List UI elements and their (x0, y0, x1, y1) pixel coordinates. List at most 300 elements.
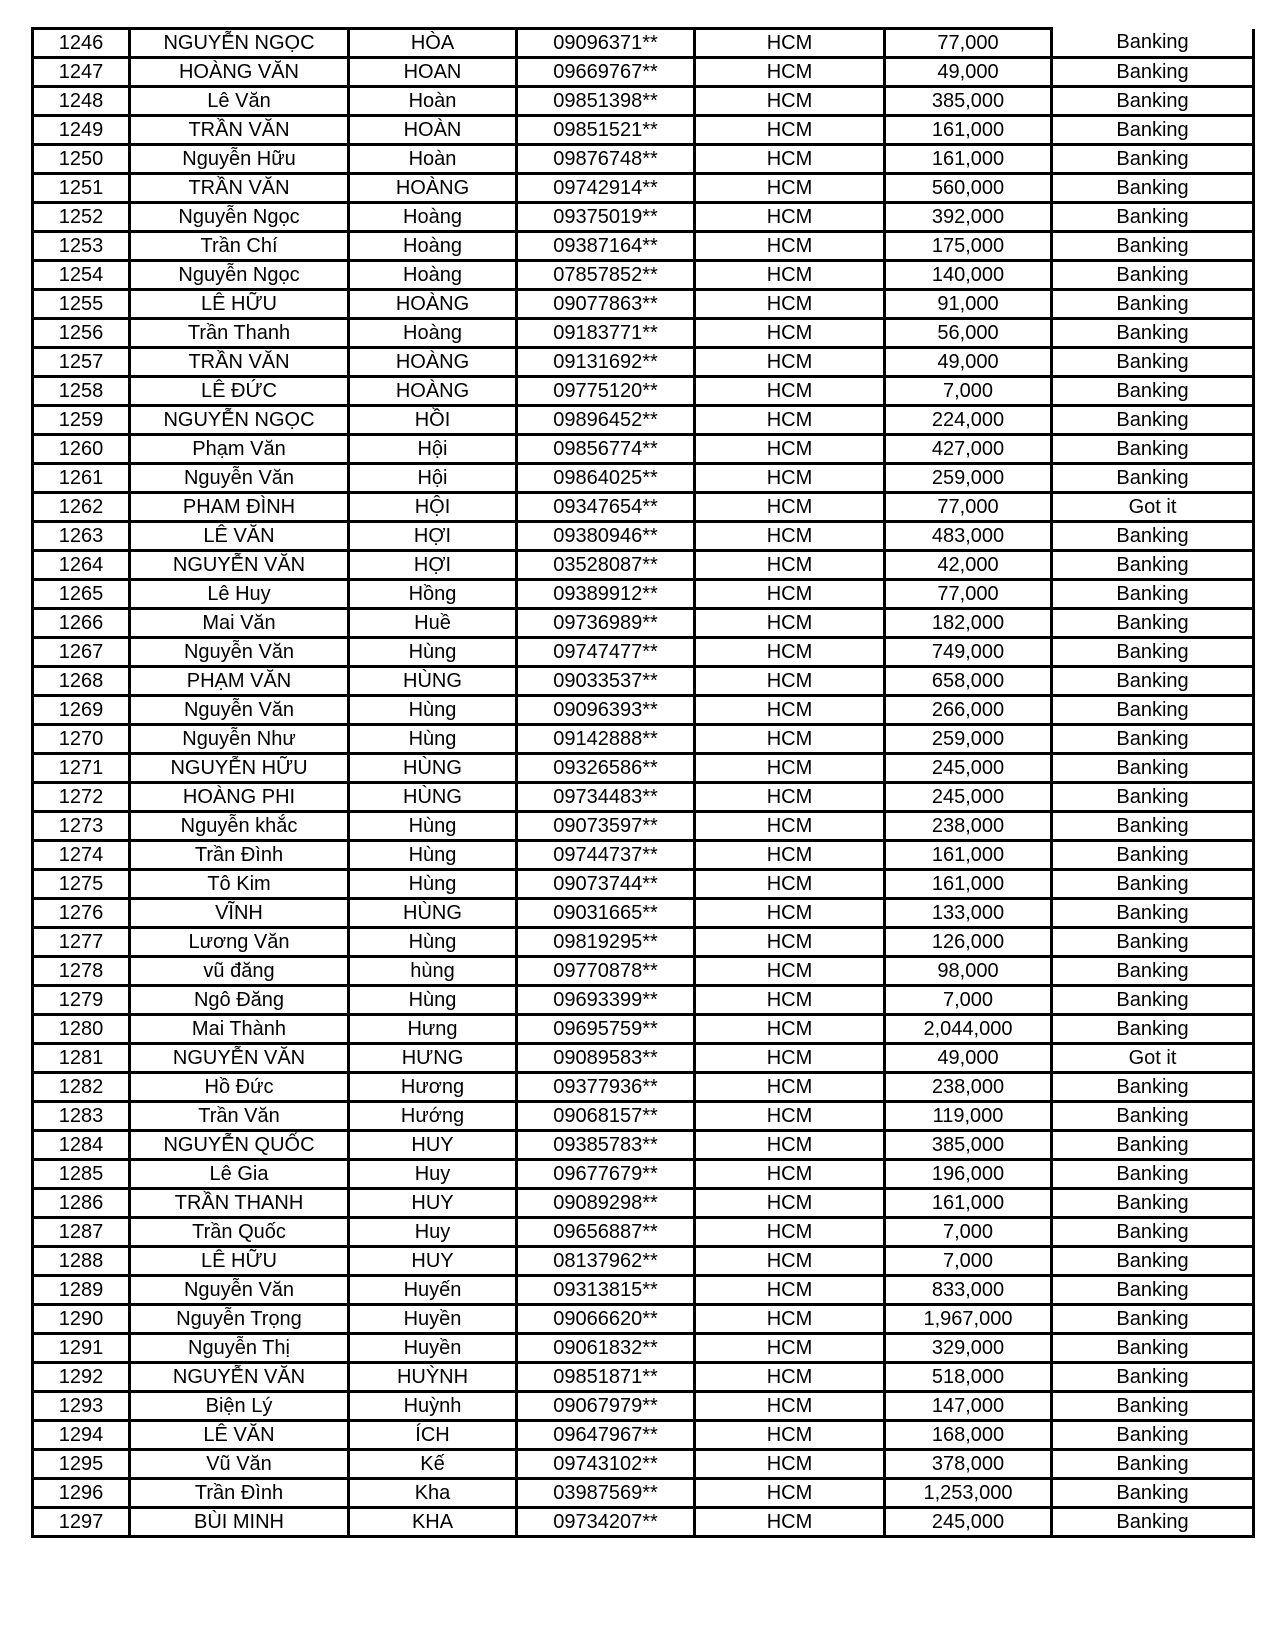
phone-cell: 09031665** (517, 899, 695, 928)
amount-cell: 749,000 (885, 638, 1052, 667)
row-number-cell: 1290 (33, 1305, 130, 1334)
first-name-cell: Trần Quốc (130, 1218, 349, 1247)
status-cell: Banking (1052, 1479, 1254, 1508)
row-number-cell: 1265 (33, 580, 130, 609)
table-row (33, 696, 1254, 725)
city-cell: HCM (695, 841, 885, 870)
last-name-cell: HÙNG (349, 783, 517, 812)
city-cell: HCM (695, 1363, 885, 1392)
city-cell: HCM (695, 261, 885, 290)
first-name-cell: Tô Kim (130, 870, 349, 899)
first-name-cell: NGUYỄN VĂN (130, 1363, 349, 1392)
amount-cell: 161,000 (885, 116, 1052, 145)
table-row (33, 783, 1254, 812)
table-row (33, 1421, 1254, 1450)
amount-cell: 126,000 (885, 928, 1052, 957)
last-name-cell: HUY (349, 1247, 517, 1276)
row-number-cell: 1252 (33, 203, 130, 232)
status-cell: Banking (1052, 464, 1254, 493)
first-name-cell: NGUYỄN HỮU (130, 754, 349, 783)
last-name-cell: Hùng (349, 812, 517, 841)
row-number-cell: 1294 (33, 1421, 130, 1450)
first-name-cell: TRẦN VĂN (130, 348, 349, 377)
amount-cell: 7,000 (885, 1218, 1052, 1247)
row-number-cell: 1247 (33, 58, 130, 87)
last-name-cell: Hoàn (349, 145, 517, 174)
amount-cell: 49,000 (885, 58, 1052, 87)
city-cell: HCM (695, 1102, 885, 1131)
city-cell: HCM (695, 29, 885, 58)
phone-cell: 09068157** (517, 1102, 695, 1131)
status-cell: Banking (1052, 1421, 1254, 1450)
phone-cell: 09693399** (517, 986, 695, 1015)
status-cell: Banking (1052, 1276, 1254, 1305)
city-cell: HCM (695, 406, 885, 435)
amount-cell: 147,000 (885, 1392, 1052, 1421)
table-row (33, 203, 1254, 232)
table-row (33, 1508, 1254, 1537)
city-cell: HCM (695, 1450, 885, 1479)
status-cell: Banking (1052, 406, 1254, 435)
amount-cell: 259,000 (885, 464, 1052, 493)
table-row (33, 116, 1254, 145)
last-name-cell: Hội (349, 464, 517, 493)
row-number-cell: 1251 (33, 174, 130, 203)
row-number-cell: 1261 (33, 464, 130, 493)
row-number-cell: 1266 (33, 609, 130, 638)
city-cell: HCM (695, 957, 885, 986)
last-name-cell: Hương (349, 1073, 517, 1102)
row-number-cell: 1246 (33, 29, 130, 58)
row-number-cell: 1263 (33, 522, 130, 551)
city-cell: HCM (695, 1421, 885, 1450)
city-cell: HCM (695, 319, 885, 348)
city-cell: HCM (695, 1334, 885, 1363)
row-number-cell: 1287 (33, 1218, 130, 1247)
status-cell: Banking (1052, 203, 1254, 232)
table-row (33, 667, 1254, 696)
status-cell: Banking (1052, 609, 1254, 638)
city-cell: HCM (695, 145, 885, 174)
phone-cell: 07857852** (517, 261, 695, 290)
first-name-cell: PHAM ĐÌNH (130, 493, 349, 522)
table-row (33, 261, 1254, 290)
phone-cell: 09067979** (517, 1392, 695, 1421)
table-row (33, 1044, 1254, 1073)
phone-cell: 09313815** (517, 1276, 695, 1305)
phone-cell: 09656887** (517, 1218, 695, 1247)
status-cell: Banking (1052, 1247, 1254, 1276)
first-name-cell: Mai Thành (130, 1015, 349, 1044)
last-name-cell: HOÀNG (349, 174, 517, 203)
amount-cell: 91,000 (885, 290, 1052, 319)
first-name-cell: LÊ VĂN (130, 522, 349, 551)
last-name-cell: Hùng (349, 986, 517, 1015)
first-name-cell: Lê Gia (130, 1160, 349, 1189)
city-cell: HCM (695, 870, 885, 899)
status-cell: Banking (1052, 928, 1254, 957)
status-cell: Banking (1052, 377, 1254, 406)
city-cell: HCM (695, 377, 885, 406)
table-row (33, 1102, 1254, 1131)
status-cell: Banking (1052, 986, 1254, 1015)
row-number-cell: 1280 (33, 1015, 130, 1044)
first-name-cell: Trần Thanh (130, 319, 349, 348)
first-name-cell: Nguyễn Văn (130, 638, 349, 667)
amount-cell: 238,000 (885, 1073, 1052, 1102)
first-name-cell: TRẦN VĂN (130, 116, 349, 145)
table-row (33, 725, 1254, 754)
phone-cell: 09380946** (517, 522, 695, 551)
amount-cell: 378,000 (885, 1450, 1052, 1479)
city-cell: HCM (695, 667, 885, 696)
table-row (33, 986, 1254, 1015)
amount-cell: 49,000 (885, 348, 1052, 377)
phone-cell: 09742914** (517, 174, 695, 203)
phone-cell: 09089583** (517, 1044, 695, 1073)
status-cell: Banking (1052, 87, 1254, 116)
table-row (33, 174, 1254, 203)
phone-cell: 09183771** (517, 319, 695, 348)
phone-cell: 09377936** (517, 1073, 695, 1102)
first-name-cell: Phạm Văn (130, 435, 349, 464)
first-name-cell: Biện Lý (130, 1392, 349, 1421)
phone-cell: 09131692** (517, 348, 695, 377)
row-number-cell: 1284 (33, 1131, 130, 1160)
amount-cell: 385,000 (885, 1131, 1052, 1160)
phone-cell: 09647967** (517, 1421, 695, 1450)
amount-cell: 259,000 (885, 725, 1052, 754)
city-cell: HCM (695, 87, 885, 116)
table-row (33, 1073, 1254, 1102)
row-number-cell: 1248 (33, 87, 130, 116)
phone-cell: 09747477** (517, 638, 695, 667)
amount-cell: 98,000 (885, 957, 1052, 986)
amount-cell: 1,967,000 (885, 1305, 1052, 1334)
last-name-cell: Hồng (349, 580, 517, 609)
status-cell: Banking (1052, 1189, 1254, 1218)
city-cell: HCM (695, 1392, 885, 1421)
row-number-cell: 1259 (33, 406, 130, 435)
city-cell: HCM (695, 899, 885, 928)
amount-cell: 385,000 (885, 87, 1052, 116)
phone-cell: 09669767** (517, 58, 695, 87)
phone-cell: 09736989** (517, 609, 695, 638)
amount-cell: 224,000 (885, 406, 1052, 435)
row-number-cell: 1256 (33, 319, 130, 348)
phone-cell: 09387164** (517, 232, 695, 261)
first-name-cell: vũ đăng (130, 957, 349, 986)
first-name-cell: Hồ Đức (130, 1073, 349, 1102)
city-cell: HCM (695, 1305, 885, 1334)
city-cell: HCM (695, 754, 885, 783)
last-name-cell: HUY (349, 1131, 517, 1160)
first-name-cell: NGUYỄN NGỌC (130, 29, 349, 58)
row-number-cell: 1267 (33, 638, 130, 667)
city-cell: HCM (695, 1189, 885, 1218)
first-name-cell: Nguyễn Thị (130, 1334, 349, 1363)
last-name-cell: HOÀNG (349, 290, 517, 319)
last-name-cell: Hùng (349, 725, 517, 754)
amount-cell: 2,044,000 (885, 1015, 1052, 1044)
row-number-cell: 1277 (33, 928, 130, 957)
status-cell: Banking (1052, 1392, 1254, 1421)
first-name-cell: NGUYỄN NGỌC (130, 406, 349, 435)
status-cell: Banking (1052, 348, 1254, 377)
last-name-cell: Kha (349, 1479, 517, 1508)
phone-cell: 08137962** (517, 1247, 695, 1276)
phone-cell: 09089298** (517, 1189, 695, 1218)
first-name-cell: Nguyễn Ngọc (130, 203, 349, 232)
amount-cell: 161,000 (885, 870, 1052, 899)
status-cell: Banking (1052, 319, 1254, 348)
first-name-cell: Nguyễn khắc (130, 812, 349, 841)
amount-cell: 119,000 (885, 1102, 1052, 1131)
city-cell: HCM (695, 1508, 885, 1537)
status-cell: Banking (1052, 232, 1254, 261)
amount-cell: 1,253,000 (885, 1479, 1052, 1508)
row-number-cell: 1288 (33, 1247, 130, 1276)
first-name-cell: Mai Văn (130, 609, 349, 638)
row-number-cell: 1262 (33, 493, 130, 522)
table-row (33, 1189, 1254, 1218)
amount-cell: 483,000 (885, 522, 1052, 551)
row-number-cell: 1276 (33, 899, 130, 928)
row-number-cell: 1274 (33, 841, 130, 870)
status-cell: Banking (1052, 522, 1254, 551)
first-name-cell: Nguyễn Văn (130, 1276, 349, 1305)
phone-cell: 03528087** (517, 551, 695, 580)
table-row (33, 1276, 1254, 1305)
amount-cell: 392,000 (885, 203, 1052, 232)
last-name-cell: HÙNG (349, 899, 517, 928)
phone-cell: 09896452** (517, 406, 695, 435)
phone-cell: 09077863** (517, 290, 695, 319)
table-row (33, 377, 1254, 406)
first-name-cell: HOÀNG VĂN (130, 58, 349, 87)
row-number-cell: 1271 (33, 754, 130, 783)
status-cell: Banking (1052, 290, 1254, 319)
amount-cell: 77,000 (885, 29, 1052, 58)
city-cell: HCM (695, 203, 885, 232)
city-cell: HCM (695, 1276, 885, 1305)
table-row (33, 1479, 1254, 1508)
last-name-cell: HOÀN (349, 116, 517, 145)
phone-cell: 09066620** (517, 1305, 695, 1334)
phone-cell: 03987569** (517, 1479, 695, 1508)
first-name-cell: VĨNH (130, 899, 349, 928)
phone-cell: 09695759** (517, 1015, 695, 1044)
last-name-cell: KHA (349, 1508, 517, 1537)
amount-cell: 49,000 (885, 1044, 1052, 1073)
first-name-cell: Lê Huy (130, 580, 349, 609)
amount-cell: 245,000 (885, 783, 1052, 812)
table-row (33, 638, 1254, 667)
amount-cell: 833,000 (885, 1276, 1052, 1305)
first-name-cell: NGUYỄN QUỐC (130, 1131, 349, 1160)
phone-cell: 09096371** (517, 29, 695, 58)
amount-cell: 658,000 (885, 667, 1052, 696)
table-row (33, 290, 1254, 319)
phone-cell: 09851871** (517, 1363, 695, 1392)
status-cell: Banking (1052, 667, 1254, 696)
table-row (33, 928, 1254, 957)
first-name-cell: Trần Đình (130, 841, 349, 870)
status-cell: Banking (1052, 812, 1254, 841)
phone-cell: 09770878** (517, 957, 695, 986)
last-name-cell: HỢI (349, 522, 517, 551)
amount-cell: 42,000 (885, 551, 1052, 580)
amount-cell: 238,000 (885, 812, 1052, 841)
city-cell: HCM (695, 783, 885, 812)
last-name-cell: HOAN (349, 58, 517, 87)
status-cell: Banking (1052, 783, 1254, 812)
first-name-cell: Nguyễn Văn (130, 464, 349, 493)
first-name-cell: LÊ VĂN (130, 1421, 349, 1450)
table-row (33, 1015, 1254, 1044)
status-cell: Banking (1052, 841, 1254, 870)
last-name-cell: HÙNG (349, 754, 517, 783)
first-name-cell: PHẠM VĂN (130, 667, 349, 696)
row-number-cell: 1297 (33, 1508, 130, 1537)
city-cell: HCM (695, 1015, 885, 1044)
amount-cell: 560,000 (885, 174, 1052, 203)
last-name-cell: Kế (349, 1450, 517, 1479)
table-row (33, 435, 1254, 464)
amount-cell: 196,000 (885, 1160, 1052, 1189)
amount-cell: 175,000 (885, 232, 1052, 261)
status-cell: Banking (1052, 1305, 1254, 1334)
first-name-cell: Nguyễn Ngọc (130, 261, 349, 290)
phone-cell: 09375019** (517, 203, 695, 232)
table-row (33, 406, 1254, 435)
last-name-cell: HỒI (349, 406, 517, 435)
table-row (33, 870, 1254, 899)
phone-cell: 09819295** (517, 928, 695, 957)
status-cell: Banking (1052, 1450, 1254, 1479)
status-cell: Banking (1052, 261, 1254, 290)
table-row (33, 1334, 1254, 1363)
city-cell: HCM (695, 696, 885, 725)
status-cell: Banking (1052, 1073, 1254, 1102)
phone-cell: 09734207** (517, 1508, 695, 1537)
amount-cell: 56,000 (885, 319, 1052, 348)
phone-cell: 09347654** (517, 493, 695, 522)
phone-cell: 09743102** (517, 1450, 695, 1479)
city-cell: HCM (695, 1044, 885, 1073)
last-name-cell: Huyền (349, 1305, 517, 1334)
first-name-cell: Lương Văn (130, 928, 349, 957)
phone-cell: 09061832** (517, 1334, 695, 1363)
status-cell: Banking (1052, 551, 1254, 580)
phone-cell: 09744737** (517, 841, 695, 870)
last-name-cell: HUY (349, 1189, 517, 1218)
amount-cell: 161,000 (885, 145, 1052, 174)
amount-cell: 245,000 (885, 1508, 1052, 1537)
row-number-cell: 1260 (33, 435, 130, 464)
row-number-cell: 1257 (33, 348, 130, 377)
last-name-cell: Hùng (349, 696, 517, 725)
status-cell: Banking (1052, 957, 1254, 986)
status-cell: Banking (1052, 1508, 1254, 1537)
row-number-cell: 1269 (33, 696, 130, 725)
amount-cell: 7,000 (885, 986, 1052, 1015)
amount-cell: 7,000 (885, 1247, 1052, 1276)
last-name-cell: HOÀNG (349, 348, 517, 377)
first-name-cell: Lê Văn (130, 87, 349, 116)
last-name-cell: Hoàng (349, 203, 517, 232)
row-number-cell: 1285 (33, 1160, 130, 1189)
city-cell: HCM (695, 609, 885, 638)
status-cell: Banking (1052, 696, 1254, 725)
table-row (33, 899, 1254, 928)
amount-cell: 518,000 (885, 1363, 1052, 1392)
row-number-cell: 1264 (33, 551, 130, 580)
amount-cell: 182,000 (885, 609, 1052, 638)
first-name-cell: Trần Văn (130, 1102, 349, 1131)
city-cell: HCM (695, 1479, 885, 1508)
last-name-cell: ÍCH (349, 1421, 517, 1450)
phone-cell: 09864025** (517, 464, 695, 493)
table-row (33, 464, 1254, 493)
table-row (33, 493, 1254, 522)
status-cell: Banking (1052, 899, 1254, 928)
amount-cell: 77,000 (885, 493, 1052, 522)
first-name-cell: Vũ Văn (130, 1450, 349, 1479)
table-row (33, 319, 1254, 348)
status-cell: Banking (1052, 174, 1254, 203)
row-number-cell: 1278 (33, 957, 130, 986)
amount-cell: 427,000 (885, 435, 1052, 464)
first-name-cell: Trần Đình (130, 1479, 349, 1508)
city-cell: HCM (695, 464, 885, 493)
phone-cell: 09073597** (517, 812, 695, 841)
row-number-cell: 1289 (33, 1276, 130, 1305)
city-cell: HCM (695, 580, 885, 609)
table-row (33, 1160, 1254, 1189)
row-number-cell: 1279 (33, 986, 130, 1015)
last-name-cell: Hoàn (349, 87, 517, 116)
row-number-cell: 1270 (33, 725, 130, 754)
phone-cell: 09385783** (517, 1131, 695, 1160)
first-name-cell: TRẦN THANH (130, 1189, 349, 1218)
status-cell: Banking (1052, 1015, 1254, 1044)
first-name-cell: TRẦN VĂN (130, 174, 349, 203)
amount-cell: 140,000 (885, 261, 1052, 290)
last-name-cell: HỢI (349, 551, 517, 580)
row-number-cell: 1250 (33, 145, 130, 174)
phone-cell: 09096393** (517, 696, 695, 725)
first-name-cell: Nguyễn Như (130, 725, 349, 754)
phone-cell: 09876748** (517, 145, 695, 174)
city-cell: HCM (695, 928, 885, 957)
table-row (33, 29, 1254, 58)
table-row (33, 522, 1254, 551)
status-cell: Banking (1052, 435, 1254, 464)
status-cell: Banking (1052, 1334, 1254, 1363)
city-cell: HCM (695, 1247, 885, 1276)
table-row (33, 551, 1254, 580)
city-cell: HCM (695, 290, 885, 319)
first-name-cell: Trần Chí (130, 232, 349, 261)
last-name-cell: HÒA (349, 29, 517, 58)
row-number-cell: 1293 (33, 1392, 130, 1421)
amount-cell: 7,000 (885, 377, 1052, 406)
city-cell: HCM (695, 493, 885, 522)
table-body (33, 29, 1254, 1537)
contact-list-table (31, 27, 1255, 1538)
status-cell: Banking (1052, 1363, 1254, 1392)
